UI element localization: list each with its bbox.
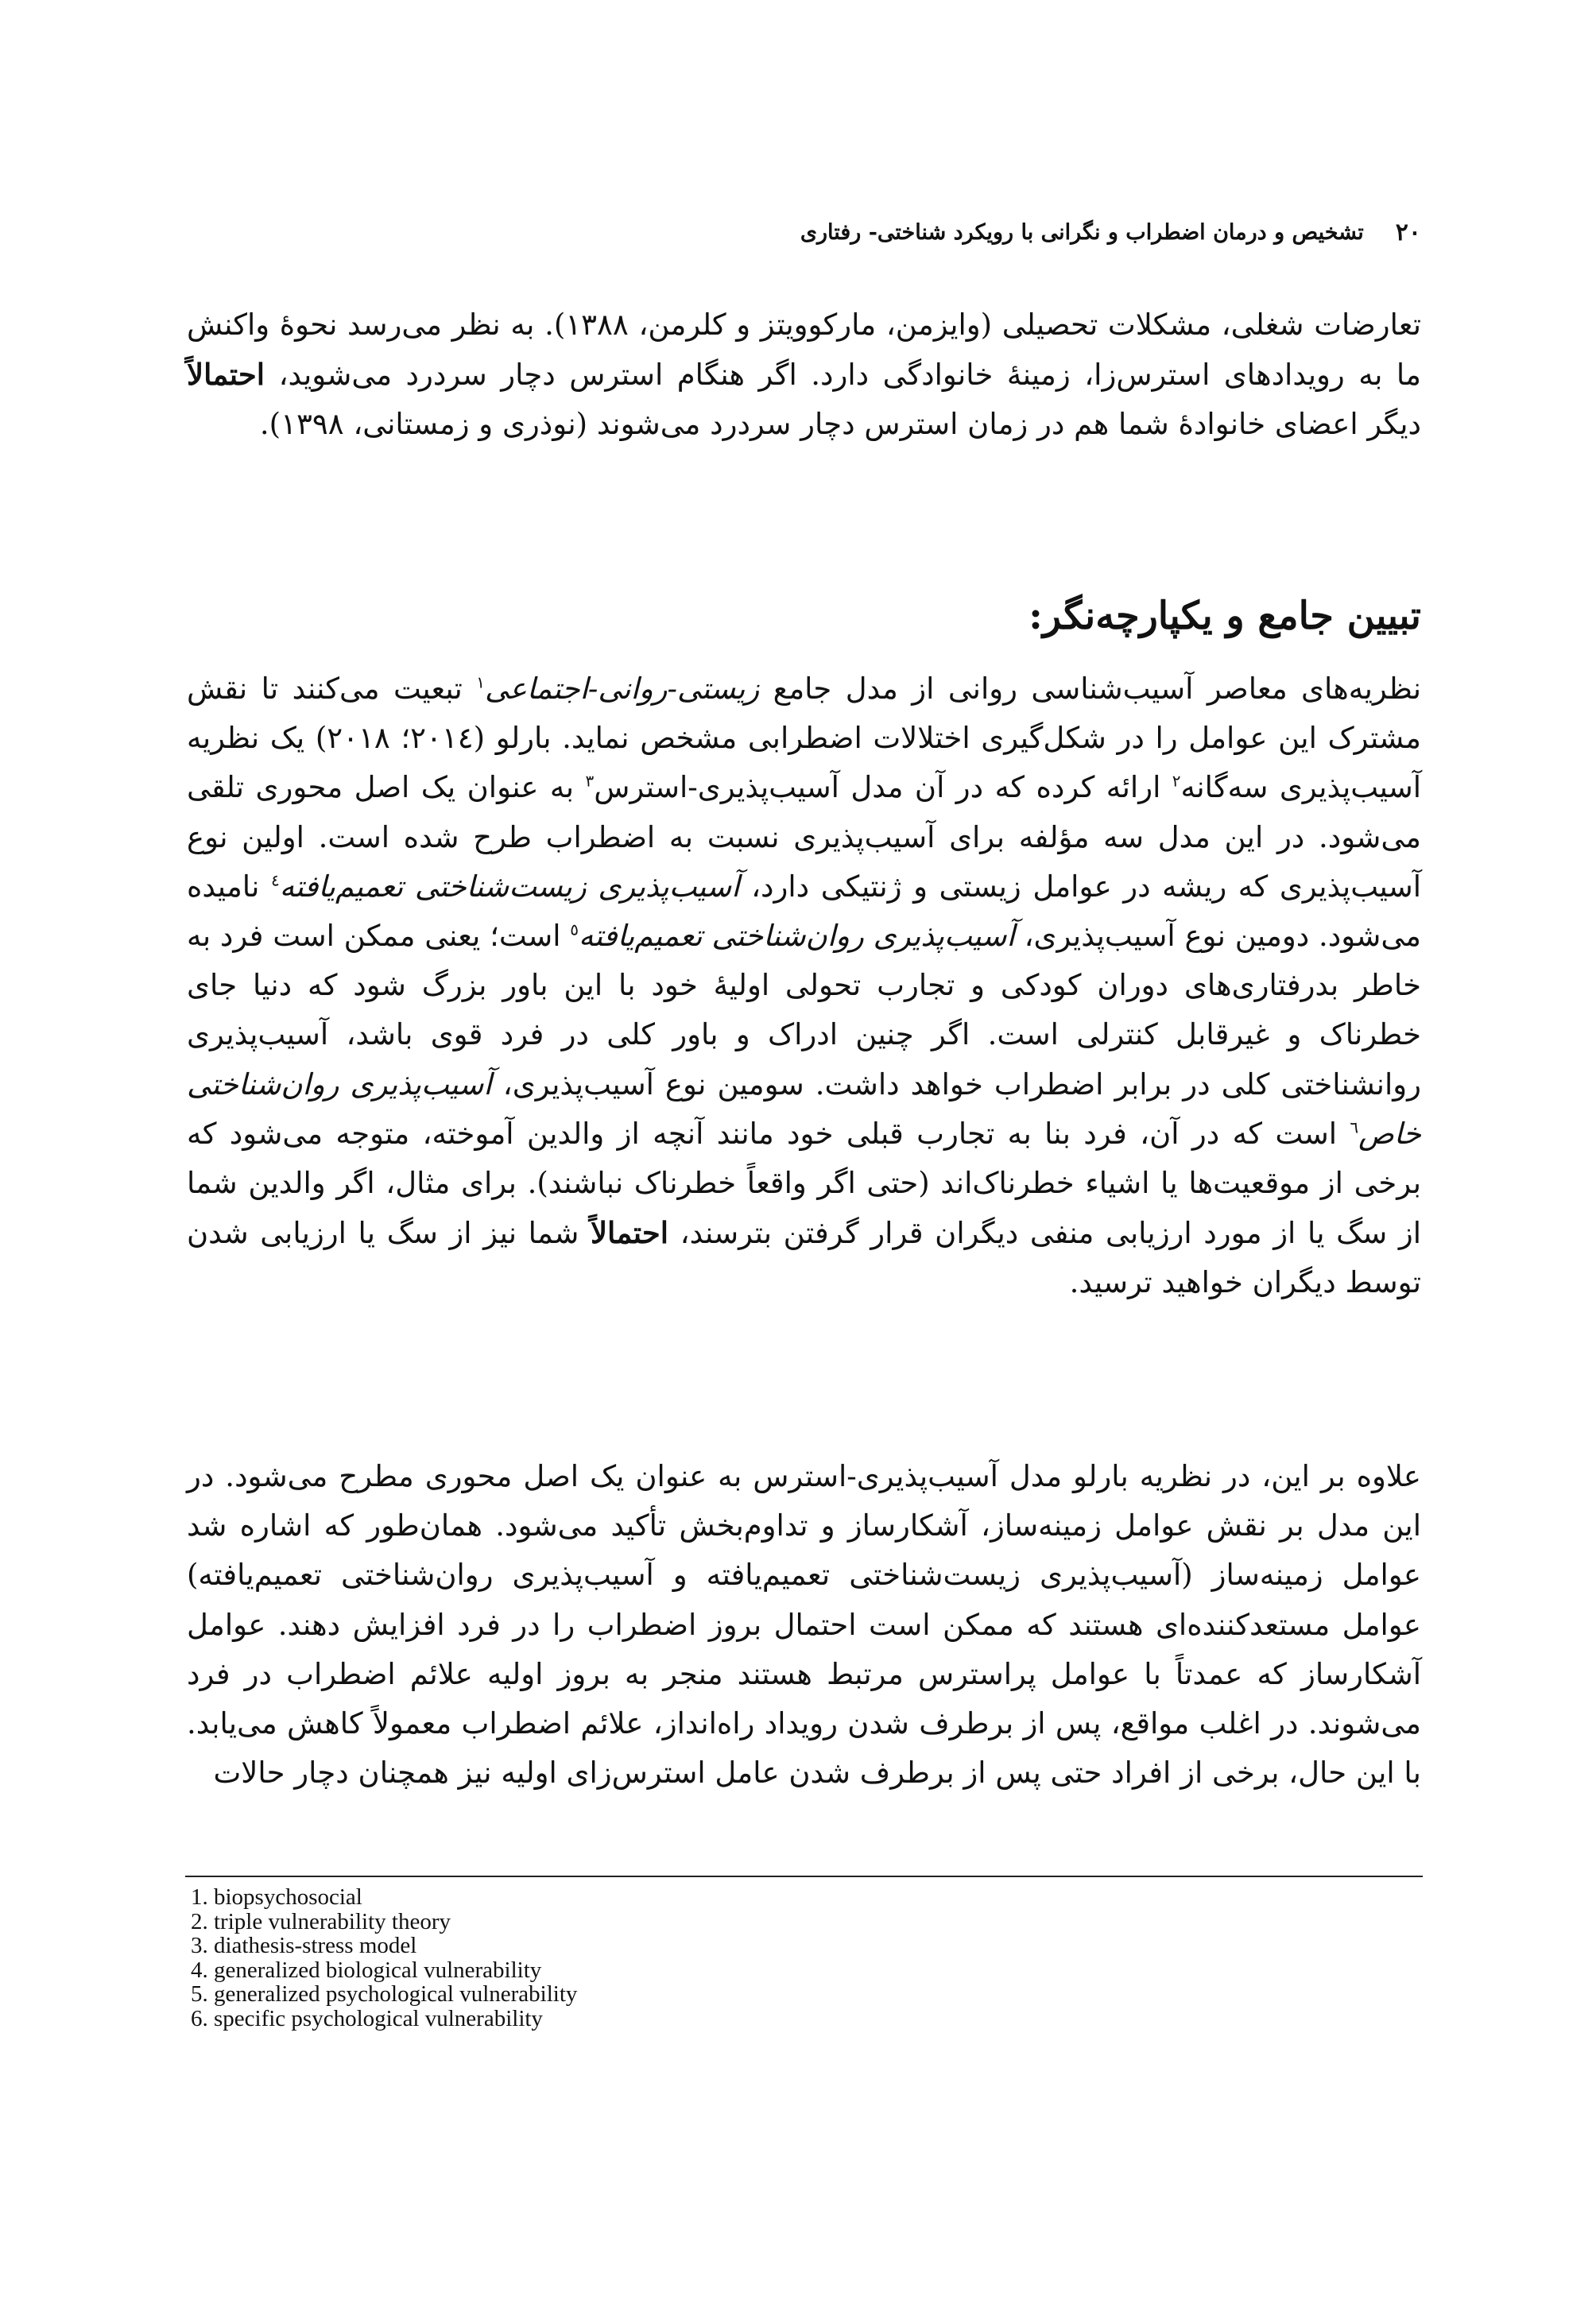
paragraph-text: دیگر اعضای خانوادهٔ شما هم در زمان استرس دچار سردرد می‌شوند (نوذری و زمستانی، ۱۳۹۸). [259,407,1421,442]
running-header [747,208,1421,256]
paragraph-text: تعارضات شغلی، مشکلات تحصیلی (وایزمن، مارکوویتز و کلرمن، ۱۳۸۸). به نظر می‌رسد نحوهٔ واکنش ما به رویدادهای استرس‌زا، زمینهٔ خانوادگی دارد. اگر هنگام استرس دچار سردرد می‌شوید، [187,308,1422,393]
footnote-item: 6. specific psychological vulnerability [191,2005,543,2031]
bold-word: احتمالاً [590,1215,669,1251]
footnote-item: 4. generalized biological vulnerability [191,1957,542,1983]
bold-word: احتمالاً [187,357,265,393]
footnote-ref[interactable]: ۲ [1172,772,1181,792]
footnote-ref[interactable]: ٥ [570,920,579,939]
footnote-ref[interactable]: ۳ [585,772,595,792]
footnote-ref[interactable]: ۱ [476,672,485,692]
paragraph-text: نظریه‌های معاصر آسیب‌شناسی روانی از مدل جامع [759,672,1421,706]
italic-term: زیستی-روانی-اجتماعی [485,672,760,706]
paragraph-text: است؛ یعنی ممکن است فرد به خاطر بدرفتاری‌های دوران کودکی و تجارب تحولی اولیهٔ خود با این باور بزرگ شود که دنیا جای خطرناک و غیرقابل کنترلی است. اگر چنین ادراک و باور کلی در فرد قوی باشد، آسیب‌پذیری روانشناختی کلی در برابر اضطراب خواهد داشت. سومین نوع آسیب‌پذیری، [187,919,1421,1102]
section-heading: تبیین جامع و یکپارچه‌نگر: [1028,594,1421,638]
footnotes [191,1885,1145,2031]
italic-term: آسیب‌پذیری روان‌شناختی تعمیم‌یافته [579,919,1015,954]
paragraph-text: است که در آن، فرد بنا به تجارب قبلی خود مانند آنچه از والدین آموخته، متوجه می‌شود که برخی از موقعیت‌ها یا اشیاء خطرناک‌اند (حتی اگر واقعاً خطرناک نباشند). برای مثال، اگر والدین شما از سگ یا از مورد ارزیابی منفی دیگران قرار گرفتن بترسند، [187,1116,1421,1251]
paragraph-theory [187,664,1421,1308]
footnote-item: 2. triple vulnerability theory [191,1908,451,1934]
italic-term: آسیب‌پذیری روان‌شناختی خاص [187,1067,1421,1151]
paragraph-barlow-model [187,1452,1421,1798]
footnote-item: 1. biopsychosocial [191,1884,362,1910]
paragraph-intro [187,300,1421,450]
footnote-divider [185,1876,1423,1877]
paragraph-text: تبعیت می‌کنند تا نقش مشترک این عوامل را در شکل‌گیری اختلالات اضطرابی مشخص نماید. بارلو (۲۰۱٤؛ ۲۰۱۸) یک نظریه آسیب‌پذیری سه‌گانه [187,672,1422,805]
footnote-item: 5. generalized psychological vulnerability [191,1981,578,2007]
paragraph-text: نامیده می‌شود. دومین نوع آسیب‌پذیری، [187,869,1421,954]
paragraph-text: به عنوان یک اصل محوری تلقی می‌شود. در این مدل سه مؤلفه برای آسیب‌پذیری نسبت به اضطراب طرح شده است. اولین نوع آسیب‌پذیری که ریشه در عوامل زیستی و ژنتیکی دارد، [187,770,1422,904]
paragraph-text: علاوه بر این، در نظریه بارلو مدل آسیب‌پذیری-استرس به عنوان یک اصل محوری مطرح می‌شود. در این مدل بر نقش عوامل زمینه‌ساز، آشکارساز و تداوم‌بخش تأکید می‌شود. همان‌طور که اشاره شد عوامل زمینه‌ساز (آسیب‌پذیری زیست‌شناختی تعمیم‌یافته و آسیب‌پذیری روان‌شناختی تعمیم‌یافته) عوامل مستعدکننده‌ای هستند که ممکن است احتمال بروز اضطراب را در فرد افزایش دهند. عوامل آشکارساز که عمدتاً با عوامل پراسترس مرتبط هستند منجر به بروز اولیه علائم اضطراب در فرد می‌شوند. در اغلب مواقع، پس از برطرف شدن رویداد راه‌انداز، علائم اضطراب معمولاً کاهش می‌یابد. با این حال، برخی از افراد حتی پس از برطرف شدن عامل استرس‌زای اولیه نیز همچنان دچار حالات [187,1459,1421,1791]
running-header-title: تشخیص و درمان اضطراب و نگرانی با رویکرد شناختی- رفتاری [800,219,1364,245]
italic-term: آسیب‌پذیری زیست‌شناختی تعمیم‌یافته [279,869,740,904]
page-number: ۲۰ [1395,218,1421,246]
footnote-item: 3. diathesis-stress model [191,1933,417,1958]
paragraph-text: ارائه کرده که در آن مدل آسیب‌پذیری-استرس [594,770,1172,805]
footnote-ref[interactable]: ٤ [270,870,280,890]
footnote-ref[interactable]: ٦ [1350,1117,1359,1137]
paragraph-text: شما نیز از سگ یا ارزیابی شدن توسط دیگران خواهید ترسید. [187,1216,1421,1300]
